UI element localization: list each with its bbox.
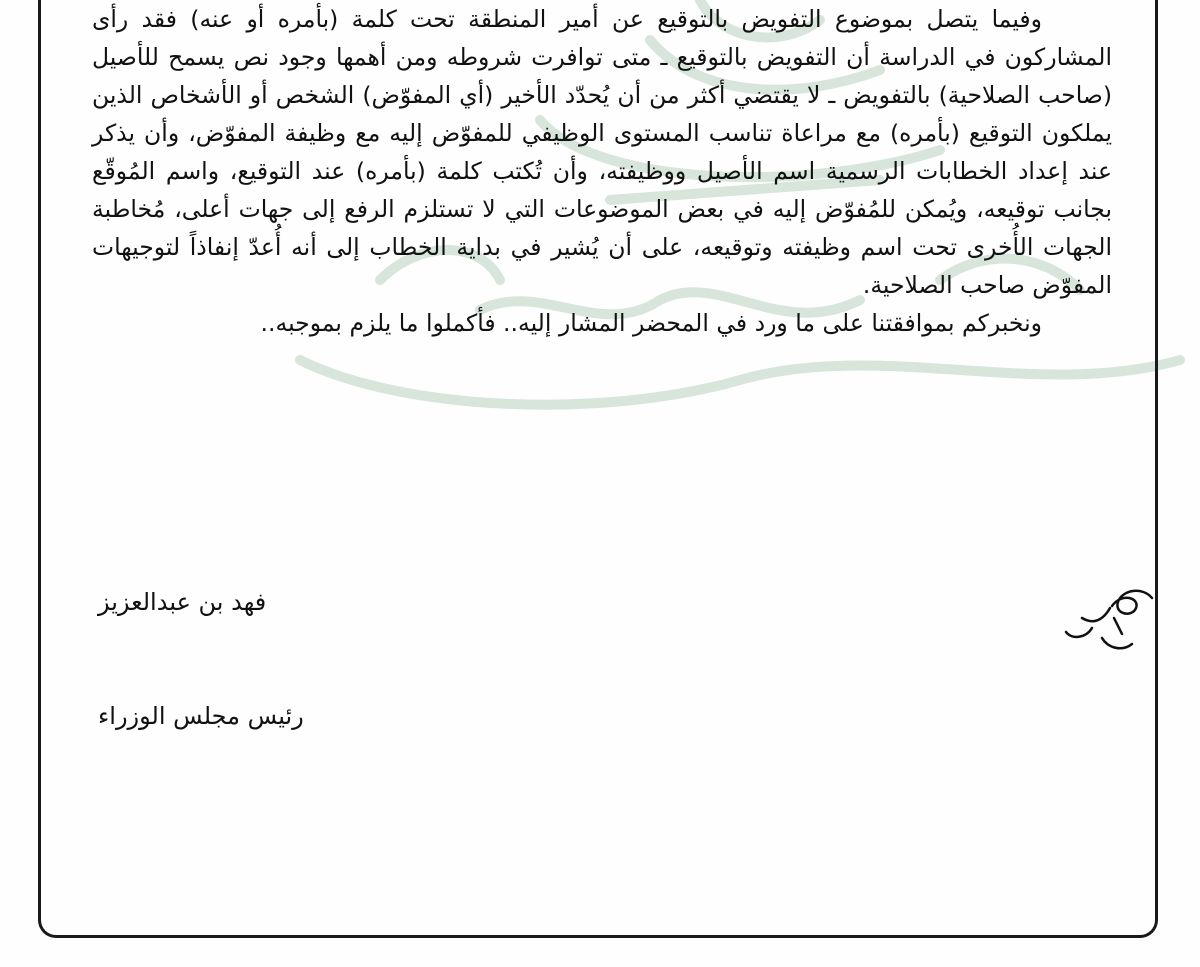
signatory-title: رئيس مجلس الوزراء [98,702,304,730]
signatory-name: فهد بن عبدالعزيز [98,588,267,616]
paragraph-approval: ونخبركم بموافقتنا على ما ورد في المحضر المشار إليه.. فأكملوا ما يلزم بموجبه.. [260,309,1042,337]
paragraph-delegation: وفيما يتصل بموضوع التفويض بالتوقيع عن أمير المنطقة تحت كلمة (بأمره أو عنه) فقد رأى المشاركون في الدراسة أن التفويض بالتوقيع ـ متى توافرت شروطه ومن أهمها وجود نص يسمح للأصيل (صاحب الصلاحية) بالتفويض ـ لا يقتضي أكثر من أن يُحدّد الأخير (أي المفوّض) الشخص أو الأشخاص الذين يملكون التوقيع (بأمره) مع مراعاة تناسب المستوى الوظيفي للمفوّض إليه مع وظيفة المفوّض، وأن يذكر عند إعداد الخطابات الرسمية اسم الأصيل ووظيفته، وأن تُكتب كلمة (بأمره) عند التوقيع، واسم المُوقّع بجانب توقيعه، ويُمكن للمُفوّض إليه في بعض الموضوعات التي لا تستلزم الرفع إلى جهات أعلى، مُخاطبة الجهات الأُخرى تحت اسم وظيفته وتوقيعه، على أن يُشير في بداية الخطاب إلى أنه أُعدّ إنفاذاً لتوجيهات المفوّض صاحب الصلاحية. [92,5,1112,299]
handwritten-signature [1052,578,1162,660]
letter-body [92,0,1112,342]
